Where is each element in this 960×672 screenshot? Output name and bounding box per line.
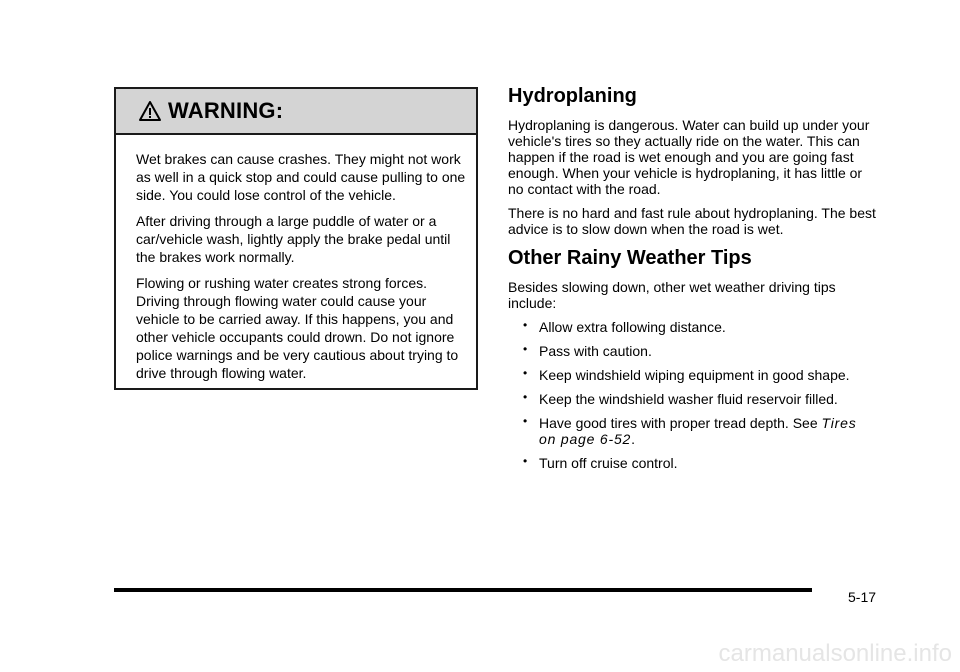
list-item [523, 367, 878, 383]
list-item [523, 415, 878, 447]
list-item-text: Have good tires with proper tread depth. See [539, 415, 822, 431]
bullet-icon: • [523, 318, 528, 332]
list-item-text: Allow extra following distance. [539, 319, 726, 335]
warning-paragraph: Wet brakes can cause crashes. They might not work as well in a quick stop and could cause pulling to one side. You could lose control of the vehicle. [136, 151, 466, 203]
page-number: 5-17 [848, 589, 877, 605]
watermark: carmanualsonline.info [718, 640, 952, 667]
rainy-tips-list [508, 319, 878, 471]
list-item-suffix: . [631, 431, 636, 447]
list-item [523, 455, 878, 471]
hydroplaning-paragraph: Hydroplaning is dangerous. Water can build up under your vehicle's tires so they actually ride on the water. This can happen if the road is wet enough and you are going fast enough. When your vehicle is hydroplaning, it has little or no contact with the road. [508, 117, 870, 197]
warning-body [116, 135, 476, 382]
list-item-text: Turn off cruise control. [539, 455, 678, 471]
bullet-icon: • [523, 414, 528, 428]
hydroplaning-heading: Hydroplaning [508, 85, 637, 107]
bullet-icon: • [523, 454, 528, 468]
list-item [523, 319, 878, 335]
right-column [508, 84, 878, 479]
list-item [523, 343, 878, 359]
bullet-icon: • [523, 366, 528, 380]
list-item-text: Keep windshield wiping equipment in good shape. [539, 367, 850, 383]
footer-rule [114, 588, 812, 592]
warning-box [114, 87, 478, 390]
bullet-icon: • [523, 342, 528, 356]
bullet-icon: • [523, 390, 528, 404]
list-item-text: Keep the windshield washer fluid reservoir filled. [539, 391, 838, 407]
warning-header [116, 89, 476, 135]
warning-title: WARNING: [168, 98, 284, 123]
warning-triangle-icon [138, 100, 162, 122]
tires-reference-link[interactable]: Tires on page 6-52 [539, 415, 857, 447]
list-item-text: Pass with caution. [539, 343, 652, 359]
hydroplaning-paragraph: There is no hard and fast rule about hydroplaning. The best advice is to slow down when the road is wet. [508, 205, 876, 237]
list-item [523, 391, 878, 407]
rainy-tips-intro: Besides slowing down, other wet weather driving tips include: [508, 279, 836, 311]
warning-paragraph: Flowing or rushing water creates strong forces. Driving through flowing water could cause your vehicle to be carried away. If this happens, you and other vehicle occupants could drown. Do not ignore police warnings and be very cautious about trying to drive through flowing water. [136, 275, 459, 381]
warning-paragraph: After driving through a large puddle of water or a car/vehicle wash, lightly apply the brake pedal until the brakes work normally. [136, 213, 451, 265]
rainy-tips-heading: Other Rainy Weather Tips [508, 247, 752, 269]
